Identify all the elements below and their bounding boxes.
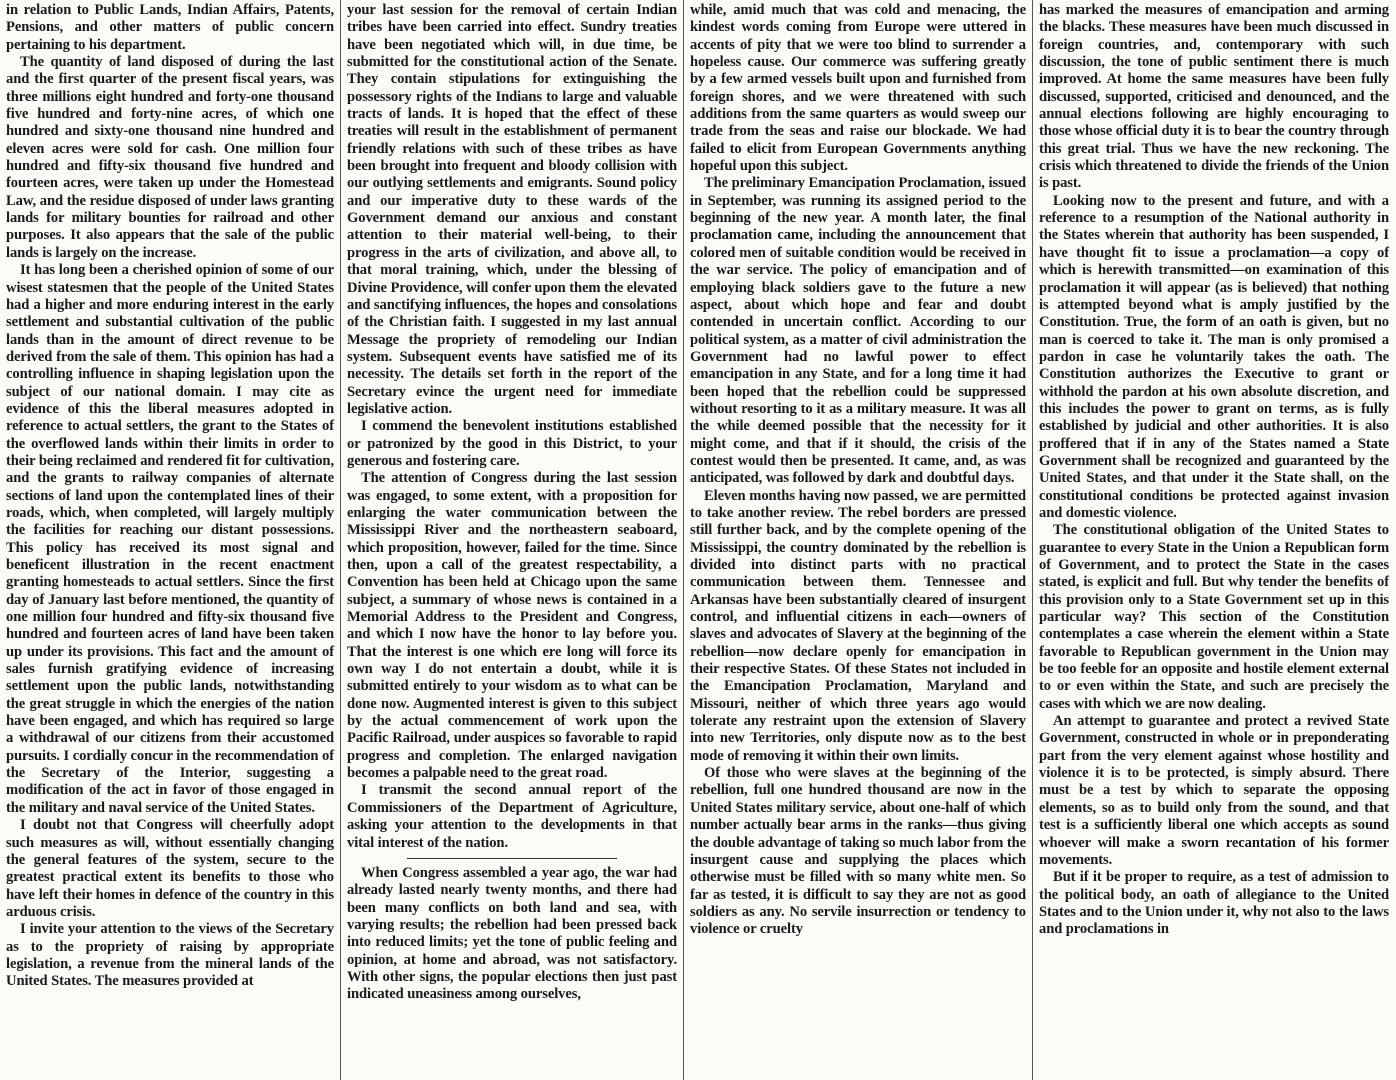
paragraph: I commend the benevolent institutions established or patronized by the good in this District, to your generous and fostering care. bbox=[347, 418, 677, 469]
paragraph: But if it be proper to require, as a test of admission to the political body, an oath of allegiance to the United States and to the Union under it, why not also to the laws and proclamations in bbox=[1039, 869, 1389, 938]
paragraph: It has long been a cherished opinion of some of our wisest statesmen that the people of the United States had a higher and more enduring interest in the early settlement and substantial cultivation of the public lands than in the amount of direct revenue to be derived from the sale of them. This opinion has had a controlling influence in shaping legislation upon the subject of our national domain. I may cite as evidence of this the liberal measures adopted in reference to actual settlers, the grant to the States of the overflowed lands within their limits in order to their being reclaimed and rendered fit for cultivation, and the grants to railway companies of alternate sections of land upon the contemplated lines of their roads, which, when completed, will largely multiply the facilities for reaching our distant possessions. This policy has received its most signal and beneficent illustration in the recent enactment granting homesteads to actual settlers. Since the first day of January last before mentioned, the quantity of one million four hundred and fifty-six thousand five hundred and fourteen acres of land have been taken up under its provisions. This fact and the amount of sales furnish gratifying evidence of increasing settlement upon the public lands, notwithstanding the great struggle in which the energies of the nation have been engaged, and which has required so large a withdrawal of our citizens from their accustomed pursuits. I cordially concur in the recommendation of the Secretary of the Interior, suggesting a modification of the act in favor of those engaged in the military and naval service of the United States. bbox=[6, 262, 334, 816]
paragraph: Of those who were slaves at the beginning of the rebellion, full one hundred thousand are now in the United States military service, about one-half of which number actually bear arms in the ranks—thus giving the double advantage of taking so much labor from the insurgent cause and supplying the places which otherwise must be filled with so many white men. So far as tested, it is difficult to say they are not as good soldiers as any. No servile insurrection or tendency to violence or cruelty bbox=[690, 765, 1026, 938]
column-1 bbox=[0, 0, 340, 1080]
paragraph: The preliminary Emancipation Proclamation, issued in September, was running its assigned period to the beginning of the new year. A month later, the final proclamation came, including the announcement that colored men of suitable condition would be received in the war service. The policy of emancipation and of employing black soldiers gave to the future a new aspect, about which hope and fear and doubt contended in uncertain conflict. According to our political system, as a matter of civil administration the Government had no lawful power to effect emancipation in any State, and for a long time it had been hoped that the rebellion could be suppressed without resorting to it as a military measure. It was all the while deemed possible that the necessity for it might come, and that if it should, the crisis of the contest would then be presented. It came, and, as was anticipated, was followed by dark and doubtful days. bbox=[690, 175, 1026, 487]
paragraph: Eleven months having now passed, we are permitted to take another review. The rebel borders are pressed still further back, and by the complete opening of the Mississippi, the country dominated by the rebellion is divided into distinct parts with no practical communication between them. Tennessee and Arkansas have been substantially cleared of insurgent control, and influential citizens in each—owners of slaves and advocates of Slavery at the beginning of the rebellion—now declare openly for emancipation in their respective States. Of these States not included in the Emancipation Proclamation, Maryland and Missouri, neither of which three years ago would tolerate any restraint upon the extension of Slavery into new Territories, only dispute now as to the best mode of removing it within their own limits. bbox=[690, 487, 1026, 764]
paragraph: I doubt not that Congress will cheerfully adopt such measures as will, without essentially changing the general features of the system, secure to the greatest practical extent its benefits to those who have left their homes in defence of the country in this arduous crisis. bbox=[6, 817, 334, 920]
paragraph: has marked the measures of emancipation and arming the blacks. These measures have been much discussed in foreign countries, and, contemporary with such discussion, the tone of public sentiment there is much improved. At home the same measures have been fully discussed, supported, criticised and denounced, and the annual elections following are highly encouraging to those whose official duty it is to bear the country through this great trial. Thus we have the new reckoning. The crisis which threatened to divide the friends of the Union is past. bbox=[1039, 2, 1389, 192]
paragraph: Looking now to the present and future, and with a reference to a resumption of the National authority in the States wherein that authority has been suspended, I have thought fit to issue a proclamation—a copy of which is herewith transmitted—on examination of this proclamation it will appear (as is believed) that nothing is attempted beyond what is amply justified by the Constitution. True, the form of an oath is given, but no man is coerced to take it. The man is only promised a pardon in case he voluntarily takes the oath. The Constitution authorizes the Executive to grant or withhold the pardon at his own absolute discretion, and this includes the power to grant on terms, as is fully established by judicial and other authorities. It is also proffered that if in any of the States named a State Government shall be recognized and guaranteed by the United States, and that under it the State shall, on the constitutional conditions be protected against invasion and domestic violence. bbox=[1039, 192, 1389, 521]
section-divider bbox=[407, 858, 617, 859]
paragraph: I transmit the second annual report of the Commissioners of the Department of Agriculture, asking your attention to the developments in that vital interest of the nation. bbox=[347, 782, 677, 851]
paragraph: I invite your attention to the views of the Secretary as to the propriety of raising by appropriate legislation, a revenue from the mineral lands of the United States. The measures provided at bbox=[6, 921, 334, 990]
paragraph: The attention of Congress during the last session was engaged, to some extent, with a proposition for enlarging the water communication between the Mississippi River and the northeastern seaboard, which proposition, however, failed for the time. Since then, upon a call of the greatest respectability, a Convention has been held at Chicago upon the same subject, a summary of whose news is contained in a Memorial Address to the President and Congress, and which I now have the honor to lay before you. That the interest is one which ere long will force its own way I do not entertain a doubt, while it is submitted entirely to your wisdom as to what can be done now. Augmented interest is given to this subject by the actual commencement of work upon the Pacific Railroad, under auspices so favorable to rapid progress and completion. The enlarged navigation becomes a palpable need to the great road. bbox=[347, 470, 677, 782]
paragraph: The constitutional obligation of the United States to guarantee to every State in the Union a Republican form of Government, and to protect the State in the cases stated, is explicit and full. But why tender the benefits of this provision only to a State Government set up in this particular way? This section of the Constitution contemplates a case wherein the element within a State favorable to Republican government in the Union may be too feeble for an opposite and hostile element external to or even within the State, and such are precisely the cases with which we are now dealing. bbox=[1039, 522, 1389, 712]
paragraph: An attempt to guarantee and protect a revived State Government, constructed in whole or in preponderating part from the very element against whose hostility and violence it is to be protected, is simply absurd. There must be a test by which to separate the opposing elements, so as to build only from the sound, and that test is a sufficiently liberal one which accepts as sound whoever will make a sworn recantation of his former movements. bbox=[1039, 713, 1389, 868]
column-4 bbox=[1033, 0, 1395, 1080]
paragraph: your last session for the removal of certain Indian tribes have been carried into effect. Sundry treaties have been negotiated which will, in due time, be submitted for the constitutional action of the Senate. They contain stipulations for extinguishing the possessory rights of the Indians to large and valuable tracts of lands. It is hoped that the effect of these treaties will result in the establishment of permanent friendly relations with such of these tribes as have been brought into frequent and bloody collision with our outlying settlements and emigrants. Sound policy and our imperative duty to these wards of the Government demand our anxious and constant attention to their material well-being, to their progress in the arts of civilization, and above all, to that moral training, which, under the blessing of Divine Providence, will confer upon them the elevated and sanctifying influences, the hopes and consolations of the Christian faith. I suggested in my last annual Message the propriety of remodeling our Indian system. Subsequent events have satisfied me of its necessity. The details set forth in the report of the Secretary evince the urgent need for immediate legislative action. bbox=[347, 2, 677, 417]
column-3 bbox=[684, 0, 1032, 1080]
paragraph: When Congress assembled a year ago, the war had already lasted nearly twenty months, and there had been many conflicts on both land and sea, with varying results; the rebellion had been pressed back into reduced limits; yet the tone of public feeling and opinion, at home and abroad, was not satisfactory. With other signs, the popular elections then just past indicated uneasiness among ourselves, bbox=[347, 864, 677, 1003]
column-2 bbox=[341, 0, 683, 1080]
paragraph: in relation to Public Lands, Indian Affairs, Patents, Pensions, and other matters of public concern pertaining to his department. bbox=[6, 2, 334, 53]
paragraph: The quantity of land disposed of during the last and the first quarter of the present fiscal years, was three millions eight hundred and forty-one thousand five hundred and forty-nine acres, of which one hundred and sixty-one thousand nine hundred and eleven acres were sold for cash. One million four hundred and fifty-six thousand five hundred and fourteen acres, were taken up under the Homestead Law, and the residue disposed of under laws granting lands for military bounties for railroad and other purposes. It also appears that the sale of the public lands is largely on the increase. bbox=[6, 54, 334, 261]
paragraph: while, amid much that was cold and menacing, the kindest words coming from Europe were uttered in accents of pity that we were too blind to surrender a hopeless cause. Our commerce was suffering greatly by a few armed vessels built upon and furnished from foreign shores, and we were threatened with such additions from the same quarters as would sweep our trade from the seas and raise our blockade. We had failed to elicit from European Governments anything hopeful upon this subject. bbox=[690, 2, 1026, 175]
